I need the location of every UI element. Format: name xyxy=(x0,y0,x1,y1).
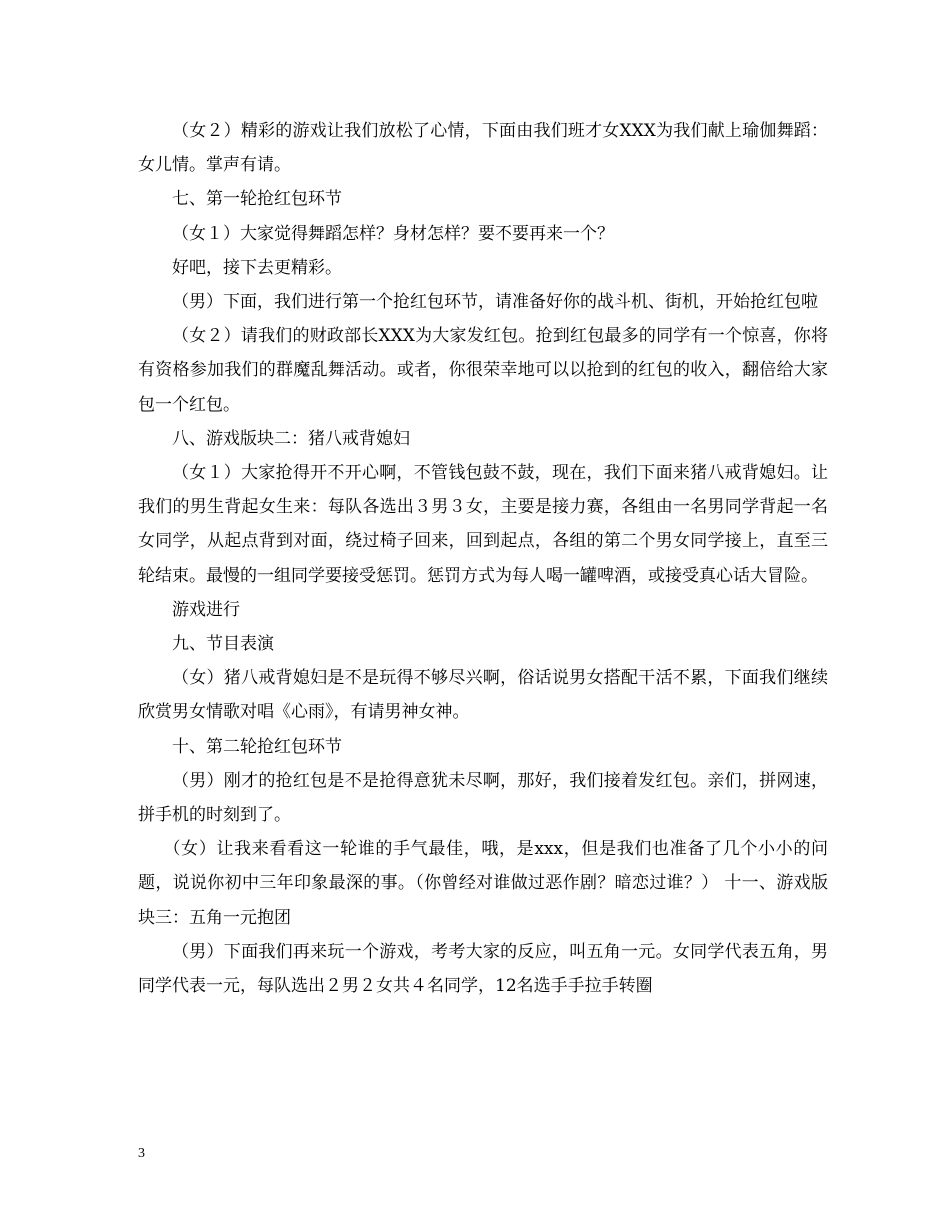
section-heading-10: 十、第二轮抢红包环节 xyxy=(172,736,342,757)
page-number: 3 xyxy=(138,1146,145,1161)
paragraph-more-exciting: 好吧，接下去更精彩。 xyxy=(172,257,342,278)
section-heading-9: 九、节目表演 xyxy=(172,634,274,655)
section-heading-7: 七、第一轮抢红包环节 xyxy=(172,189,342,210)
paragraph-female1-game-rules: （女１）大家抢得开不开心啊，不管钱包鼓不鼓，现在，我们下面来猪八戒背媳妇。让我们的男生背起女生来：每队各选出３男３女，主要是接力赛，各组由一名男同学背起一名女同学，从起点背到对面，绕过椅子回来，回到起点，各组的第二个男女同学接上，直至三轮结束。最慢的一组同学要接受惩罚。惩罚方式为每人喝一罐啤酒，或接受真心话大冒险。 xyxy=(138,463,828,586)
paragraph-male-red-packet-round1: （男）下面，我们进行第一个抢红包环节，请准备好你的战斗机、街机，开始抢红包啦 xyxy=(172,292,818,313)
paragraph-female-lucky-winner: （女）让我来看看这一轮谁的手气最佳，哦，是xxx，但是我们也准备了几个小小的问题，说说你初中三年印象最深的事。（你曾经对谁做过恶作剧？暗恋过谁？） 十一、游戏版块三：五角一元抱团 xyxy=(138,839,828,928)
paragraph-female2-finance-minister: （女２）请我们的财政部长XXX为大家发红包。抢到红包最多的同学有一个惊喜，你将有资格参加我们的群魔乱舞活动。或者，你很荣幸地可以以抢到的红包的收入，翻倍给大家包一个红包。 xyxy=(138,326,828,415)
paragraph-female2-yoga-intro: （女２）精彩的游戏让我们放松了心情，下面由我们班才女XXX为我们献上瑜伽舞蹈：女儿情。掌声有请。 xyxy=(138,121,828,176)
paragraph-male-red-packet-round2: （男）刚才的抢红包是不是抢得意犹未尽啊，那好，我们接着发红包。亲们，拼网速，拼手机的时刻到了。 xyxy=(138,770,828,826)
document-body xyxy=(138,114,828,1003)
paragraph-female-duet-intro: （女）猪八戒背媳妇是不是玩得不够尽兴啊，俗话说男女搭配干活不累，下面我们继续欣赏男女情歌对唱《心雨》，有请男神女神。 xyxy=(138,668,828,723)
paragraph-male-five-jiao-game: （男）下面我们再来玩一个游戏，考考大家的反应，叫五角一元。女同学代表五角，男同学代表一元，每队选出２男２女共４名同学，12名选手手拉手转圈 xyxy=(138,941,828,997)
section-heading-8: 八、游戏版块二：猪八戒背媳妇 xyxy=(172,428,410,449)
paragraph-game-in-progress: 游戏进行 xyxy=(172,599,240,620)
paragraph-female1-dance-question: （女１）大家觉得舞蹈怎样？身材怎样？要不要再来一个？ xyxy=(172,223,614,244)
